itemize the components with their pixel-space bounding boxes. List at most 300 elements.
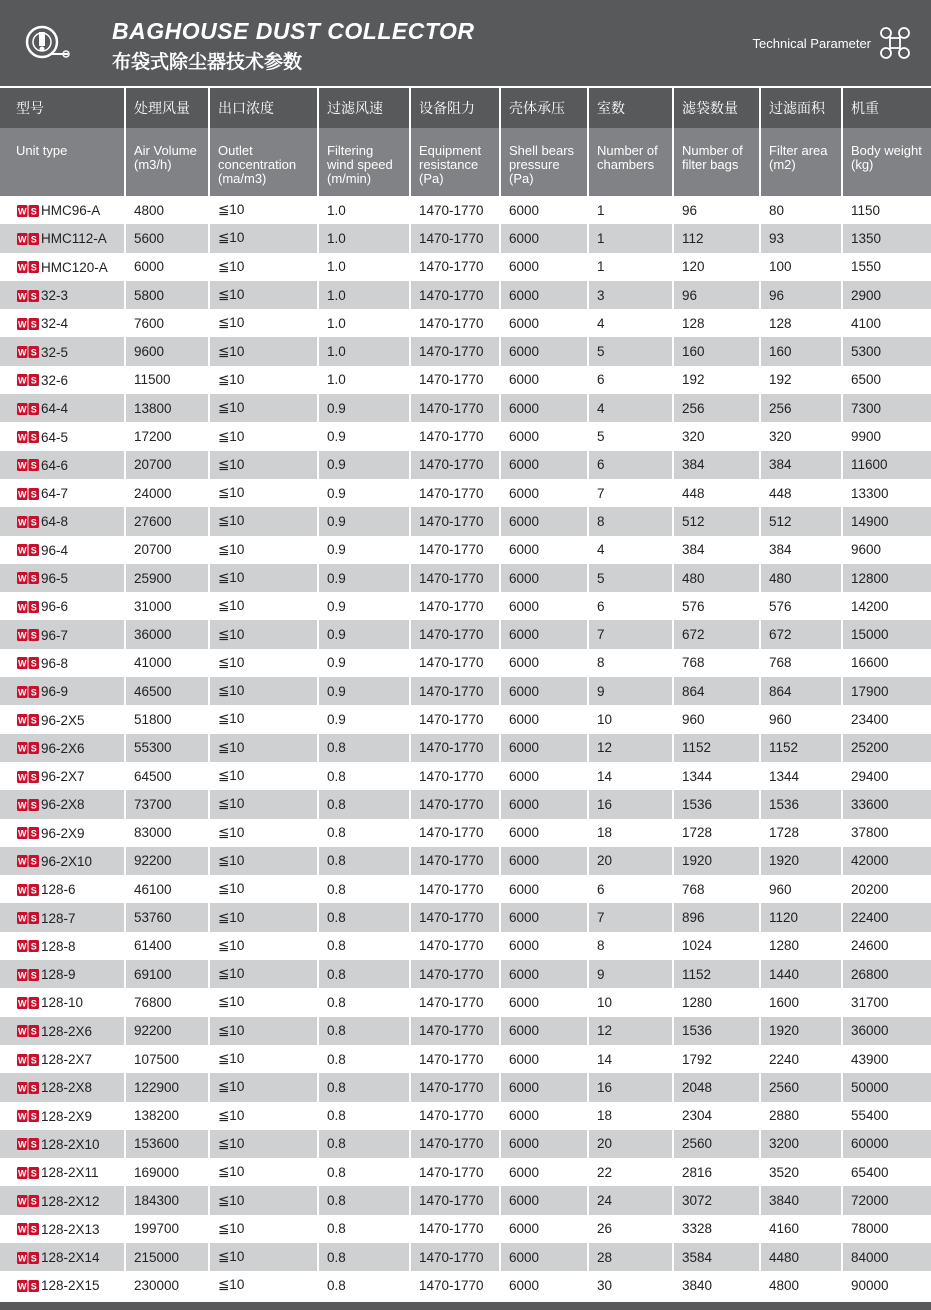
table-cell: 169000 <box>125 1158 209 1186</box>
unit-type-label: 64-5 <box>41 429 69 445</box>
svg-text:W: W <box>18 800 27 811</box>
table-cell: 9600 <box>842 536 931 564</box>
unit-type-label: 64-8 <box>41 514 69 530</box>
table-cell: 0.9 <box>318 649 410 677</box>
ws-brand-badge-icon <box>17 799 39 811</box>
table-row <box>0 1215 931 1243</box>
table-cell: 3 <box>588 281 673 309</box>
unit-type-cell <box>0 1158 125 1186</box>
unit-type-label: 64-7 <box>41 486 69 502</box>
table-cell: 2560 <box>673 1130 760 1158</box>
svg-text:S: S <box>30 291 37 301</box>
table-cell: 37800 <box>842 819 931 847</box>
table-cell: 6000 <box>500 1102 588 1130</box>
table-row <box>0 536 931 564</box>
table-cell: 1470-1770 <box>410 366 500 394</box>
table-cell: 1470-1770 <box>410 819 500 847</box>
unit-type-cell <box>0 1215 125 1243</box>
svg-text:S: S <box>30 800 37 811</box>
table-cell: 100 <box>760 253 842 281</box>
table-cell: 1.0 <box>318 337 410 365</box>
table-cell: 18 <box>588 819 673 847</box>
table-cell: 4800 <box>760 1271 842 1299</box>
table-cell: 29400 <box>842 762 931 790</box>
table-cell: 192 <box>760 366 842 394</box>
table-cell: ≦10 <box>209 903 318 931</box>
unit-type-cell <box>0 903 125 931</box>
table-row <box>0 196 931 224</box>
column-header-en-line: chambers <box>597 157 655 172</box>
table-cell: 46100 <box>125 875 209 903</box>
table-cell: 0.9 <box>318 705 410 733</box>
table-cell: 11600 <box>842 451 931 479</box>
table-cell: 0.8 <box>318 734 410 762</box>
ws-brand-badge-icon <box>17 572 39 584</box>
table-cell: 6000 <box>500 932 588 960</box>
svg-text:S: S <box>30 404 37 415</box>
table-cell: 153600 <box>125 1130 209 1158</box>
table-row <box>0 705 931 733</box>
svg-text:S: S <box>30 262 37 273</box>
column-header-cn: 型号 <box>0 87 125 128</box>
unit-type-cell <box>0 224 125 252</box>
unit-type-label: 128-9 <box>41 967 76 983</box>
table-cell: ≦10 <box>209 422 318 450</box>
column-header-en-line: Unit type <box>16 143 68 158</box>
svg-text:W: W <box>18 489 27 500</box>
svg-text:W: W <box>18 913 27 924</box>
column-header-en-line: Body weight <box>851 143 922 158</box>
table-cell: 69100 <box>125 960 209 988</box>
svg-text:W: W <box>18 1224 27 1235</box>
svg-text:S: S <box>30 1055 37 1066</box>
column-header-en <box>410 128 500 196</box>
table-cell: ≦10 <box>209 1158 318 1186</box>
ws-brand-badge-icon <box>17 686 39 698</box>
column-header-en-line: (m/min) <box>327 171 372 186</box>
unit-type-cell <box>0 875 125 903</box>
svg-text:W: W <box>18 1111 27 1122</box>
table-cell: 512 <box>760 507 842 535</box>
table-cell: 4 <box>588 536 673 564</box>
table-cell: 0.8 <box>318 1073 410 1101</box>
table-cell: 26 <box>588 1215 673 1243</box>
unit-type-cell <box>0 649 125 677</box>
svg-text:S: S <box>30 998 37 1009</box>
table-cell: 1470-1770 <box>410 337 500 365</box>
table-cell: 26800 <box>842 960 931 988</box>
table-cell: 46500 <box>125 677 209 705</box>
svg-text:S: S <box>30 1253 37 1264</box>
brand-logo-icon <box>22 20 72 66</box>
table-cell: 1728 <box>673 819 760 847</box>
table-cell: ≦10 <box>209 1130 318 1158</box>
table-cell: 93 <box>760 224 842 252</box>
table-cell: 1470-1770 <box>410 224 500 252</box>
table-cell: ≦10 <box>209 677 318 705</box>
column-header-en-line: wind speed <box>327 157 393 172</box>
table-cell: 0.9 <box>318 394 410 422</box>
table-cell: ≦10 <box>209 479 318 507</box>
column-header-en-line: (m2) <box>769 157 796 172</box>
table-cell: 6000 <box>500 762 588 790</box>
svg-text:S: S <box>30 1196 37 1207</box>
unit-type-label: 96-8 <box>41 655 69 671</box>
unit-type-cell <box>0 988 125 1016</box>
table-cell: ≦10 <box>209 451 318 479</box>
table-cell: 6000 <box>500 1158 588 1186</box>
table-cell: 92200 <box>125 847 209 875</box>
table-cell: ≦10 <box>209 819 318 847</box>
table-cell: 22400 <box>842 903 931 931</box>
table-cell: 184300 <box>125 1186 209 1214</box>
unit-type-cell <box>0 507 125 535</box>
table-cell: 6000 <box>500 337 588 365</box>
svg-text:W: W <box>18 404 27 415</box>
unit-type-label: 96-9 <box>41 684 69 700</box>
table-row <box>0 734 931 762</box>
table-cell: 43900 <box>842 1045 931 1073</box>
unit-type-label: 96-4 <box>41 542 69 558</box>
svg-text:W: W <box>18 1083 27 1094</box>
column-header-en-line: (ma/m3) <box>218 171 267 186</box>
table-cell: 1470-1770 <box>410 309 500 337</box>
table-row <box>0 422 931 450</box>
unit-type-cell <box>0 1102 125 1130</box>
unit-type-label: 128-2X15 <box>41 1278 100 1294</box>
table-cell: 672 <box>760 620 842 648</box>
table-cell: 9 <box>588 677 673 705</box>
svg-text:W: W <box>18 347 27 358</box>
table-cell: 1470-1770 <box>410 988 500 1016</box>
column-header-en <box>588 128 673 196</box>
table-row <box>0 1186 931 1214</box>
unit-type-label: 64-4 <box>41 401 69 417</box>
column-header-cn: 机重 <box>842 87 931 128</box>
table-cell: 25200 <box>842 734 931 762</box>
table-cell: 1470-1770 <box>410 536 500 564</box>
table-cell: 576 <box>760 592 842 620</box>
table-row <box>0 451 931 479</box>
table-cell: ≦10 <box>209 224 318 252</box>
table-cell: 31000 <box>125 592 209 620</box>
table-cell: ≦10 <box>209 988 318 1016</box>
table-cell: 0.8 <box>318 762 410 790</box>
table-row <box>0 1017 931 1045</box>
page-header <box>0 0 931 86</box>
table-cell: 5800 <box>125 281 209 309</box>
svg-text:S: S <box>30 630 37 641</box>
table-cell: 1280 <box>673 988 760 1016</box>
table-cell: 0.8 <box>318 847 410 875</box>
table-cell: 6000 <box>500 422 588 450</box>
table-cell: 64500 <box>125 762 209 790</box>
table-cell: 1470-1770 <box>410 253 500 281</box>
table-cell: 2816 <box>673 1158 760 1186</box>
table-cell: 1280 <box>760 932 842 960</box>
table-cell: ≦10 <box>209 790 318 818</box>
table-cell: 1470-1770 <box>410 762 500 790</box>
unit-type-cell <box>0 705 125 733</box>
table-cell: 112 <box>673 224 760 252</box>
svg-text:W: W <box>18 1026 27 1037</box>
table-cell: 0.9 <box>318 536 410 564</box>
table-cell: ≦10 <box>209 847 318 875</box>
svg-text:W: W <box>18 375 27 386</box>
table-cell: 128 <box>760 309 842 337</box>
table-cell: 7 <box>588 903 673 931</box>
table-cell: 18 <box>588 1102 673 1130</box>
table-cell: 6000 <box>500 960 588 988</box>
table-cell: 20200 <box>842 875 931 903</box>
table-cell: 1920 <box>760 847 842 875</box>
unit-type-cell <box>0 536 125 564</box>
table-cell: 1600 <box>760 988 842 1016</box>
table-cell: ≦10 <box>209 1215 318 1243</box>
unit-type-label: 128-2X6 <box>41 1023 93 1039</box>
table-cell: 122900 <box>125 1073 209 1101</box>
table-cell: 6000 <box>500 988 588 1016</box>
table-cell: 3200 <box>760 1130 842 1158</box>
table-cell: 768 <box>760 649 842 677</box>
svg-text:S: S <box>30 573 37 584</box>
table-cell: 1470-1770 <box>410 649 500 677</box>
unit-type-cell <box>0 1271 125 1299</box>
ws-brand-badge-icon <box>17 657 39 669</box>
table-cell: 25900 <box>125 564 209 592</box>
table-cell: 0.8 <box>318 1186 410 1214</box>
table-cell: ≦10 <box>209 337 318 365</box>
table-cell: 6000 <box>500 677 588 705</box>
ws-brand-badge-icon <box>17 1082 39 1094</box>
table-row <box>0 309 931 337</box>
table-cell: 16600 <box>842 649 931 677</box>
header-row-chinese <box>0 87 931 128</box>
table-cell: 192 <box>673 366 760 394</box>
ws-brand-badge-icon <box>17 516 39 528</box>
unit-type-label: HMC96-A <box>41 203 101 219</box>
table-cell: 24 <box>588 1186 673 1214</box>
svg-text:S: S <box>30 517 37 528</box>
unit-type-label: 96-7 <box>41 627 69 643</box>
unit-type-cell <box>0 422 125 450</box>
table-cell: ≦10 <box>209 875 318 903</box>
unit-type-cell <box>0 790 125 818</box>
table-row <box>0 507 931 535</box>
table-cell: 1470-1770 <box>410 960 500 988</box>
table-cell: 20700 <box>125 536 209 564</box>
table-cell: 0.8 <box>318 960 410 988</box>
table-cell: 55400 <box>842 1102 931 1130</box>
column-header-en-line: (m3/h) <box>134 157 172 172</box>
unit-type-cell <box>0 337 125 365</box>
table-cell: 28 <box>588 1243 673 1271</box>
svg-text:S: S <box>30 856 37 867</box>
table-cell: 12 <box>588 734 673 762</box>
unit-type-label: 128-7 <box>41 910 76 926</box>
table-cell: 1470-1770 <box>410 1102 500 1130</box>
table-cell: 9600 <box>125 337 209 365</box>
table-row <box>0 1045 931 1073</box>
table-cell: 6000 <box>500 479 588 507</box>
ws-brand-badge-icon <box>17 1025 39 1037</box>
table-cell: 107500 <box>125 1045 209 1073</box>
table-cell: 0.9 <box>318 620 410 648</box>
ws-brand-badge-icon <box>17 1195 39 1207</box>
table-cell: ≦10 <box>209 1102 318 1130</box>
svg-text:S: S <box>30 687 37 698</box>
table-cell: 128 <box>673 309 760 337</box>
unit-type-cell <box>0 479 125 507</box>
table-cell: ≦10 <box>209 1243 318 1271</box>
ws-brand-badge-icon <box>17 544 39 556</box>
svg-text:S: S <box>30 432 37 443</box>
table-cell: 4 <box>588 309 673 337</box>
table-cell: 1550 <box>842 253 931 281</box>
table-cell: 1920 <box>760 1017 842 1045</box>
table-cell: 6000 <box>500 1017 588 1045</box>
table-cell: 7300 <box>842 394 931 422</box>
svg-text:S: S <box>30 489 37 500</box>
unit-type-cell <box>0 677 125 705</box>
svg-text:W: W <box>18 602 27 613</box>
unit-type-label: 128-2X14 <box>41 1250 100 1266</box>
table-cell: 2900 <box>842 281 931 309</box>
column-header-en-line: Filter area <box>769 143 828 158</box>
table-cell: 0.8 <box>318 1130 410 1158</box>
table-cell: 1728 <box>760 819 842 847</box>
table-cell: 1536 <box>673 790 760 818</box>
unit-type-cell <box>0 1073 125 1101</box>
table-cell: 60000 <box>842 1130 931 1158</box>
table-cell: ≦10 <box>209 1186 318 1214</box>
table-cell: 6000 <box>500 903 588 931</box>
svg-text:S: S <box>30 970 37 981</box>
table-cell: 6000 <box>500 564 588 592</box>
table-cell: 84000 <box>842 1243 931 1271</box>
table-cell: 6000 <box>500 790 588 818</box>
table-cell: 27600 <box>125 507 209 535</box>
table-cell: 55300 <box>125 734 209 762</box>
table-cell: ≦10 <box>209 649 318 677</box>
unit-type-label: 128-2X7 <box>41 1052 93 1068</box>
svg-text:W: W <box>18 460 27 471</box>
svg-text:S: S <box>30 1168 37 1179</box>
table-cell: 4800 <box>125 196 209 224</box>
column-header-en-line: (Pa) <box>419 171 444 186</box>
table-cell: 0.9 <box>318 507 410 535</box>
svg-text:W: W <box>18 941 27 952</box>
svg-text:S: S <box>30 715 37 726</box>
table-cell: 6 <box>588 451 673 479</box>
table-cell: 16 <box>588 1073 673 1101</box>
spec-table <box>0 86 931 1300</box>
table-cell: 6000 <box>500 536 588 564</box>
table-cell: 1470-1770 <box>410 281 500 309</box>
table-cell: 1470-1770 <box>410 790 500 818</box>
column-header-en-line: Shell bears <box>509 143 575 158</box>
table-cell: 256 <box>673 394 760 422</box>
table-cell: 1470-1770 <box>410 1215 500 1243</box>
svg-text:W: W <box>18 206 27 217</box>
table-cell: 6000 <box>500 281 588 309</box>
table-cell: 80 <box>760 196 842 224</box>
table-cell: 6000 <box>125 253 209 281</box>
table-cell: 6000 <box>500 620 588 648</box>
table-cell: 1470-1770 <box>410 932 500 960</box>
table-cell: 120 <box>673 253 760 281</box>
table-cell: 1 <box>588 196 673 224</box>
table-cell: 6000 <box>500 1215 588 1243</box>
svg-text:W: W <box>18 573 27 584</box>
table-cell: ≦10 <box>209 620 318 648</box>
column-header-en-line: Number of <box>682 143 743 158</box>
ws-brand-badge-icon <box>17 374 39 386</box>
svg-text:W: W <box>18 1168 27 1179</box>
svg-text:S: S <box>30 828 37 839</box>
unit-type-cell <box>0 819 125 847</box>
ws-brand-badge-icon <box>17 290 39 302</box>
column-header-en <box>0 128 125 196</box>
unit-type-label: 128-6 <box>41 882 76 898</box>
table-row <box>0 932 931 960</box>
ws-brand-badge-icon <box>17 997 39 1009</box>
table-cell: ≦10 <box>209 366 318 394</box>
svg-text:W: W <box>18 432 27 443</box>
table-cell: 9900 <box>842 422 931 450</box>
unit-type-cell <box>0 847 125 875</box>
table-row <box>0 620 931 648</box>
table-cell: 1536 <box>760 790 842 818</box>
svg-text:W: W <box>18 319 27 330</box>
table-cell: 11500 <box>125 366 209 394</box>
ws-brand-badge-icon <box>17 827 39 839</box>
unit-type-cell <box>0 620 125 648</box>
table-row <box>0 677 931 705</box>
unit-type-label: HMC112-A <box>41 231 107 247</box>
table-cell: 0.8 <box>318 1271 410 1299</box>
table-cell: 10 <box>588 988 673 1016</box>
table-cell: 9 <box>588 960 673 988</box>
ws-brand-badge-icon <box>17 1110 39 1122</box>
ws-brand-badge-icon <box>17 233 39 245</box>
unit-type-label: 96-2X6 <box>41 740 85 756</box>
table-cell: 1470-1770 <box>410 1130 500 1158</box>
table-cell: 1470-1770 <box>410 1073 500 1101</box>
ws-brand-badge-icon <box>17 629 39 641</box>
table-row <box>0 253 931 281</box>
table-cell: 12 <box>588 1017 673 1045</box>
column-header-cn: 滤袋数量 <box>673 87 760 128</box>
table-cell: ≦10 <box>209 705 318 733</box>
svg-text:S: S <box>30 460 37 471</box>
column-header-cn: 设备阻力 <box>410 87 500 128</box>
table-cell: 0.9 <box>318 451 410 479</box>
table-cell: 896 <box>673 903 760 931</box>
svg-text:S: S <box>30 1224 37 1235</box>
table-cell: 4100 <box>842 309 931 337</box>
table-cell: 14200 <box>842 592 931 620</box>
table-cell: ≦10 <box>209 960 318 988</box>
table-cell: 5600 <box>125 224 209 252</box>
table-cell: 22 <box>588 1158 673 1186</box>
table-cell: 0.8 <box>318 988 410 1016</box>
table-cell: 42000 <box>842 847 931 875</box>
table-cell: 17200 <box>125 422 209 450</box>
table-cell: 138200 <box>125 1102 209 1130</box>
column-header-en-line: filter bags <box>682 157 739 172</box>
svg-text:W: W <box>18 1253 27 1264</box>
